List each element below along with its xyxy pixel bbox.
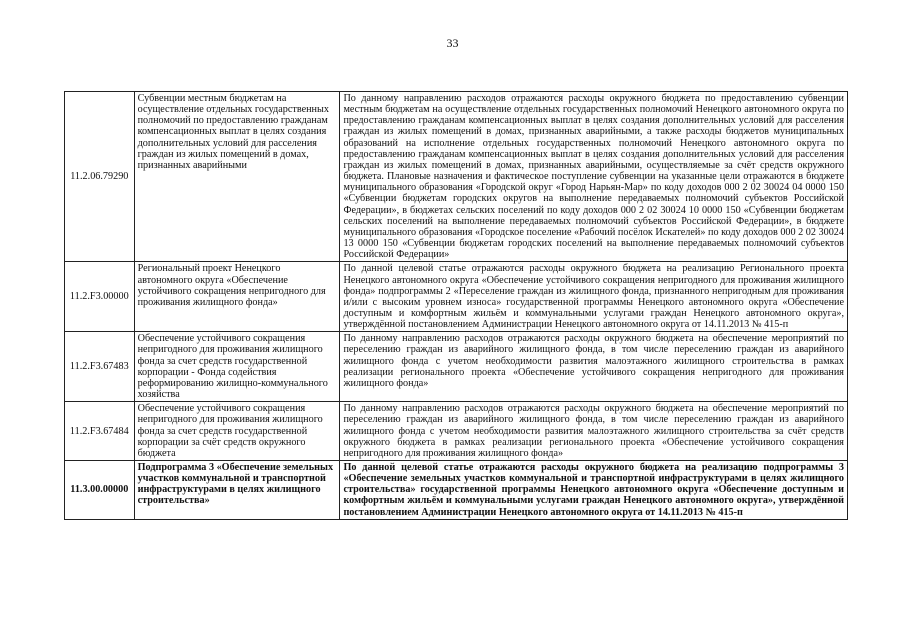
name-cell: Обеспечение устойчивого сокращения непригодного для проживания жилищного фонда за счет средств государственной корпорации - Фонда содействия реформированию жилищно-коммунального хозяйства [134, 332, 340, 402]
code-cell: 11.2.F3.67483 [65, 332, 135, 402]
table-row [65, 332, 848, 402]
description-cell: По данному направлению расходов отражаются расходы окружного бюджета на обеспечение мероприятий по переселению граждан из аварийного жилищного фонда, в том числе переселению граждан из аварийного жилищного фонда с учетом необходимости развития малоэтажного жилищного строительства в рамках реализации регионального проекта «Обеспечение устойчивого сокращения непригодного для проживания жилищного фонда» [340, 332, 848, 402]
description-cell: По данной целевой статье отражаются расходы окружного бюджета на реализацию Регионального проекта Ненецкого автономного округа «Обеспечение устойчивого сокращения непригодного для проживания жилищного фонда» подпрограммы 2 «Переселение граждан из жилищного фонда, признанного непригодным для проживания и/или с высоким уровнем износа» государственной программы Ненецкого автономного округа «Обеспечение доступным и комфортным жильём и коммунальными услугами граждан Ненецкого автономного округа», утверждённой постановлением Администрации Ненецкого автономного округа от 14.11.2013 № 415-п [340, 262, 848, 332]
budget-classification-table [64, 91, 848, 520]
name-cell: Обеспечение устойчивого сокращения непригодного для проживания жилищного фонда за счет средств государственной корпорации за счёт средств окружного бюджета [134, 402, 340, 461]
name-cell: Региональный проект Ненецкого автономного округа «Обеспечение устойчивого сокращения непригодного для проживания жилищного фонда» [134, 262, 340, 332]
code-cell: 11.2.06.79290 [65, 92, 135, 262]
description-cell: По данной целевой статье отражаются расходы окружного бюджета на реализацию подпрограммы 3 «Обеспечение земельных участков коммунальной и транспортной инфраструктурами в целях жилищного строительства» государственной программы Ненецкого автономного округа «Обеспечение доступным и комфортным жильём и коммунальными услугами граждан Ненецкого автономного округа», утверждённой постановлением Администрации Ненецкого автономного округа от 14.11.2013 № 415-п [340, 461, 848, 520]
table-row [65, 262, 848, 332]
table-row [65, 402, 848, 461]
table-row [65, 92, 848, 262]
code-cell: 11.3.00.00000 [65, 461, 135, 520]
page-number: 33 [446, 36, 459, 50]
code-cell: 11.2.F3.00000 [65, 262, 135, 332]
code-cell: 11.2.F3.67484 [65, 402, 135, 461]
table-row [65, 461, 848, 520]
name-cell: Субвенции местным бюджетам на осуществление отдельных государственных полномочий по предоставлению гражданам компенсационных выплат в целях создания дополнительных условий для расселения граждан из жилых помещений в домах, признанных аварийными [134, 92, 340, 262]
description-cell: По данному направлению расходов отражаются расходы окружного бюджета по предоставлению субвенции местным бюджетам на осуществление отдельных государственных полномочий Ненецкого автономного округа по предоставлению гражданам компенсационных выплат в целях создания дополнительных условий для расселения граждан из жилых помещений в домах, признанных аварийными, а также расходы бюджетов муниципальных образований на исполнение отдельных государственных полномочий Ненецкого автономного округа по предоставлению гражданам компенсационных выплат в целях создания дополнительных условий для расселения граждан из жилых помещений в домах, признанных аварийными, осуществляемые за счёт средств окружного бюджета. Плановые назначения и фактическое поступление субвенции на указанные цели отражаются в бюджете муниципального образования «Городской округ «Город Нарьян-Мар» по коду доходов 000 2 02 30024 04 0000 150 «Субвенции бюджетам городских округов на выполнение передаваемых полномочий субъектов Российской Федерации», в бюджетах сельских поселений по коду доходов 000 2 02 30024 10 0000 150 «Субвенции бюджетам сельских поселений на выполнение передаваемых полномочий субъектов Российской Федерации», в бюджете муниципального образования «Городское поселение «Рабочий посёлок Искателей» по коду доходов 000 2 02 30024 13 0000 150 «Субвенции бюджетам городских поселений на выполнение передаваемых полномочий субъектов Российской Федерации» [340, 92, 848, 262]
description-cell: По данному направлению расходов отражаются расходы окружного бюджета на обеспечение мероприятий по переселению граждан из аварийного жилищного фонда, в том числе переселению граждан из аварийного жилищного фонда с учетом необходимости развития малоэтажного жилищного строительства за счёт средств окружного бюджета в рамках реализации регионального проекта «Обеспечение устойчивого сокращения непригодного для проживания жилищного фонда» [340, 402, 848, 461]
name-cell: Подпрограмма 3 «Обеспечение земельных участков коммунальной и транспортной инфраструктурами в целях жилищного строительства» [134, 461, 340, 520]
